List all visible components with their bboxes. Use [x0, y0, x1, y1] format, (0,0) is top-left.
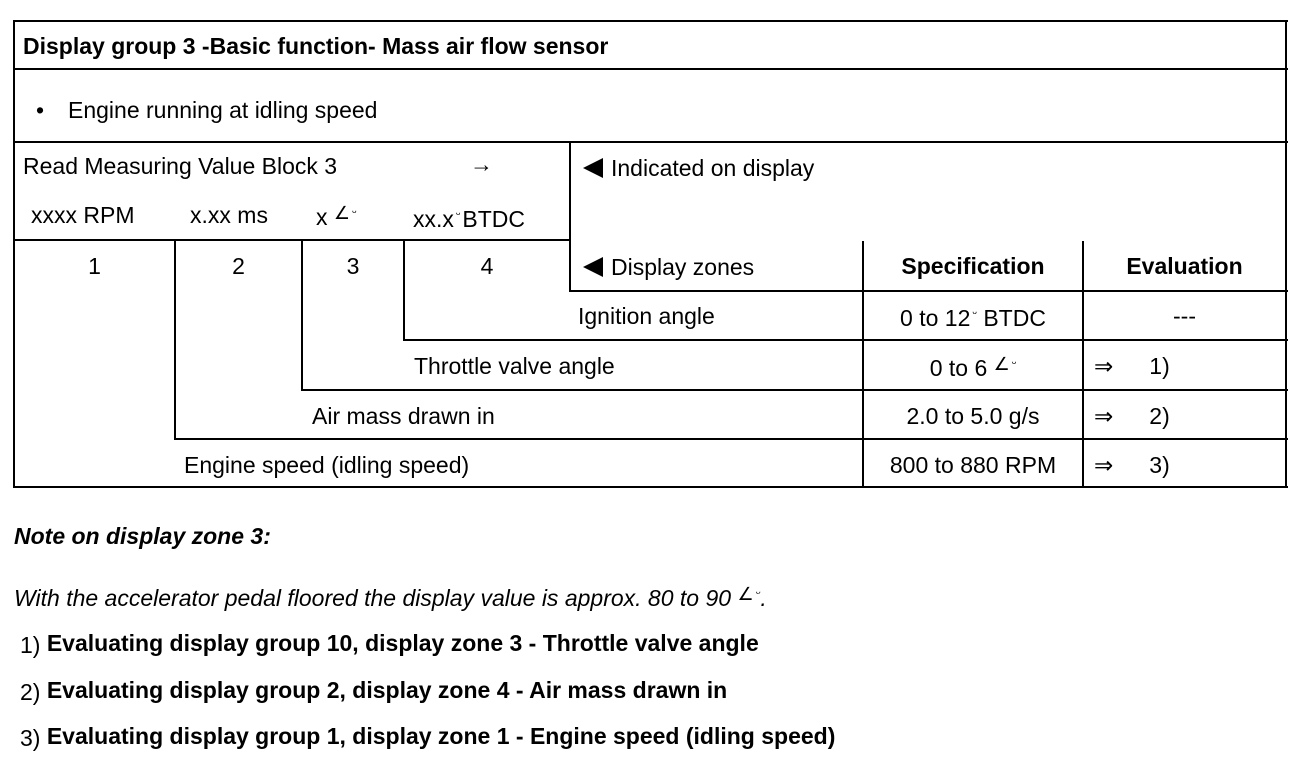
spec-throttle-valve-angle: 0 to 6 ∠ $^ᵕ$	[929, 354, 1017, 381]
zone-number-1: 1	[88, 253, 101, 279]
spec-air-mass: 2.0 to 5.0 g/s	[906, 403, 1040, 429]
row-label-ignition-angle: Ignition angle	[578, 303, 715, 329]
zone-number-3: 3	[346, 253, 360, 279]
table-title: Display group 3 -Basic function- Mass air flow sensor	[23, 33, 609, 59]
pointer-left-icon	[583, 257, 603, 277]
angle-icon: ∠	[333, 203, 351, 223]
eval-air-mass: ⇒ 2)	[1094, 403, 1170, 429]
format-zone-2: x.xx ms	[190, 202, 268, 228]
reference-text: Evaluating display group 1, display zone 1 - Engine speed (idling speed)	[46, 723, 836, 749]
zone-number-2: 2	[232, 253, 245, 279]
indicated-on-display: Indicated on display	[583, 155, 814, 181]
spec-ignition-angle: 0 to 12 $^ᵕ$ BTDC	[900, 305, 1046, 331]
reference-2	[20, 679, 727, 705]
pointer-left-icon	[583, 158, 603, 178]
format-zone-1: xxxx RPM	[31, 202, 135, 228]
reference-3	[20, 725, 835, 751]
note-text: With the accelerator pedal floored the display value is approx. 80 to 90 ∠ $^ᵕ$.	[14, 584, 767, 611]
reference-number: 2)	[20, 679, 41, 705]
reference-number: 1)	[20, 632, 41, 658]
eval-engine-speed: ⇒ 3)	[1094, 452, 1170, 478]
implies-arrow-icon: ⇒	[1094, 452, 1114, 478]
reference-number: 3)	[20, 725, 41, 751]
zone-number-4: 4	[480, 253, 494, 279]
implies-arrow-icon: ⇒	[1094, 403, 1114, 429]
format-zone-3: x ∠ $^ᵕ$	[316, 203, 357, 230]
right-arrow-icon: →	[470, 151, 493, 177]
angle-icon: ∠	[737, 584, 754, 604]
eval-header: Evaluation	[1126, 253, 1243, 279]
row-label-air-mass: Air mass drawn in	[312, 403, 495, 429]
eval-ignition-angle: ---	[1173, 303, 1196, 329]
spec-header: Specification	[901, 253, 1045, 279]
condition-text: Engine running at idling speed	[68, 97, 378, 123]
reference-1	[20, 632, 759, 658]
display-zones-label: Display zones	[583, 254, 754, 280]
spec-engine-speed: 800 to 880 RPM	[889, 452, 1057, 478]
implies-arrow-icon: ⇒	[1094, 353, 1114, 379]
angle-icon: ∠	[993, 354, 1010, 374]
format-zone-4: xx.x $^ᵕ$BTDC	[413, 206, 526, 232]
condition-bullet: •	[36, 97, 45, 123]
reference-text: Evaluating display group 2, display zone 4 - Air mass drawn in	[46, 677, 728, 703]
note-heading: Note on display zone 3:	[14, 523, 271, 549]
reference-text: Evaluating display group 10, display zone 3 - Throttle valve angle	[46, 630, 759, 656]
row-label-throttle-valve-angle: Throttle valve angle	[414, 353, 615, 379]
row-label-engine-speed: Engine speed (idling speed)	[184, 452, 470, 478]
read-block-label: Read Measuring Value Block 3	[23, 153, 338, 179]
eval-throttle-valve-angle: ⇒ 1)	[1094, 353, 1170, 379]
